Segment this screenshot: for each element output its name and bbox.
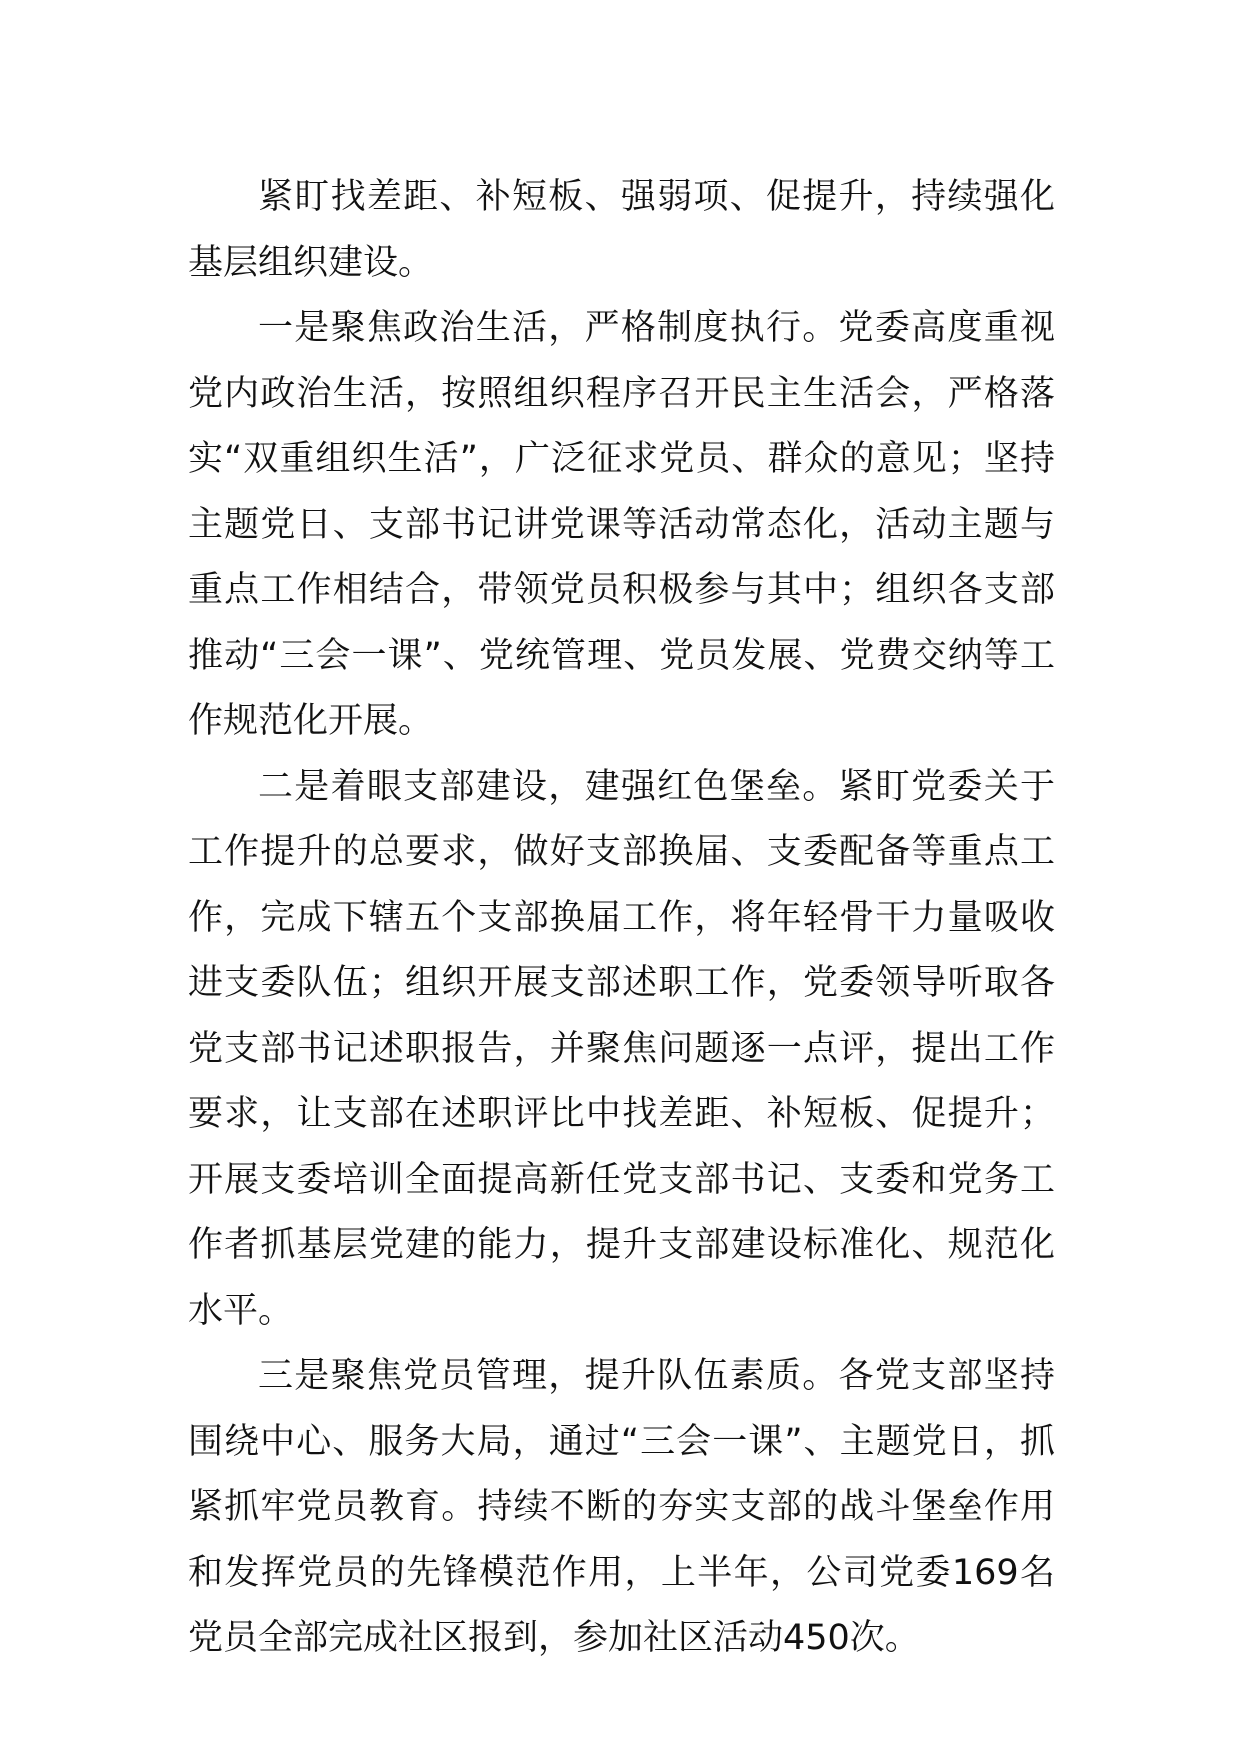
branch-building-paragraph: 二是着眼支部建设，建强红色堡垒。紧盯党委关于工作提升的总要求，做好支部换届、支委配备等重点工作，完成下辖五个支部换届工作，将年轻骨干力量吸收进支委队伍；组织开展支部述职工作，党委领导听取各党支部书记述职报告，并聚焦问题逐一点评，提出工作要求，让支部在述职评比中找差距、补短板、促提升；开展支委培训全面提高新任党支部书记、支委和党务工作者抓基层党建的能力，提升支部建设标准化、规范化水平。	[188, 766, 1055, 1331]
intro-paragraph: 紧盯找差距、补短板、强弱项、促提升，持续强化基层组织建设。	[188, 177, 1055, 283]
document-body	[188, 165, 1055, 1672]
political-life-paragraph: 一是聚焦政治生活，严格制度执行。党委高度重视党内政治生活，按照组织程序召开民主生活会，严格落实“双重组织生活”，广泛征求党员、群众的意见；坚持主题党日、支部书记讲党课等活动常态化，活动主题与重点工作相结合，带领党员积极参与其中；组织各支部推动“三会一课”、党统管理、党员发展、党费交纳等工作规范化开展。	[188, 308, 1055, 741]
member-management-paragraph: 三是聚焦党员管理，提升队伍素质。各党支部坚持围绕中心、服务大局，通过“三会一课”、主题党日，抓紧抓牢党员教育。持续不断的夯实支部的战斗堡垒作用和发挥党员的先锋模范作用，上半年，公司党委169名党员全部完成社区报到，参加社区活动450次。	[188, 1356, 1055, 1658]
